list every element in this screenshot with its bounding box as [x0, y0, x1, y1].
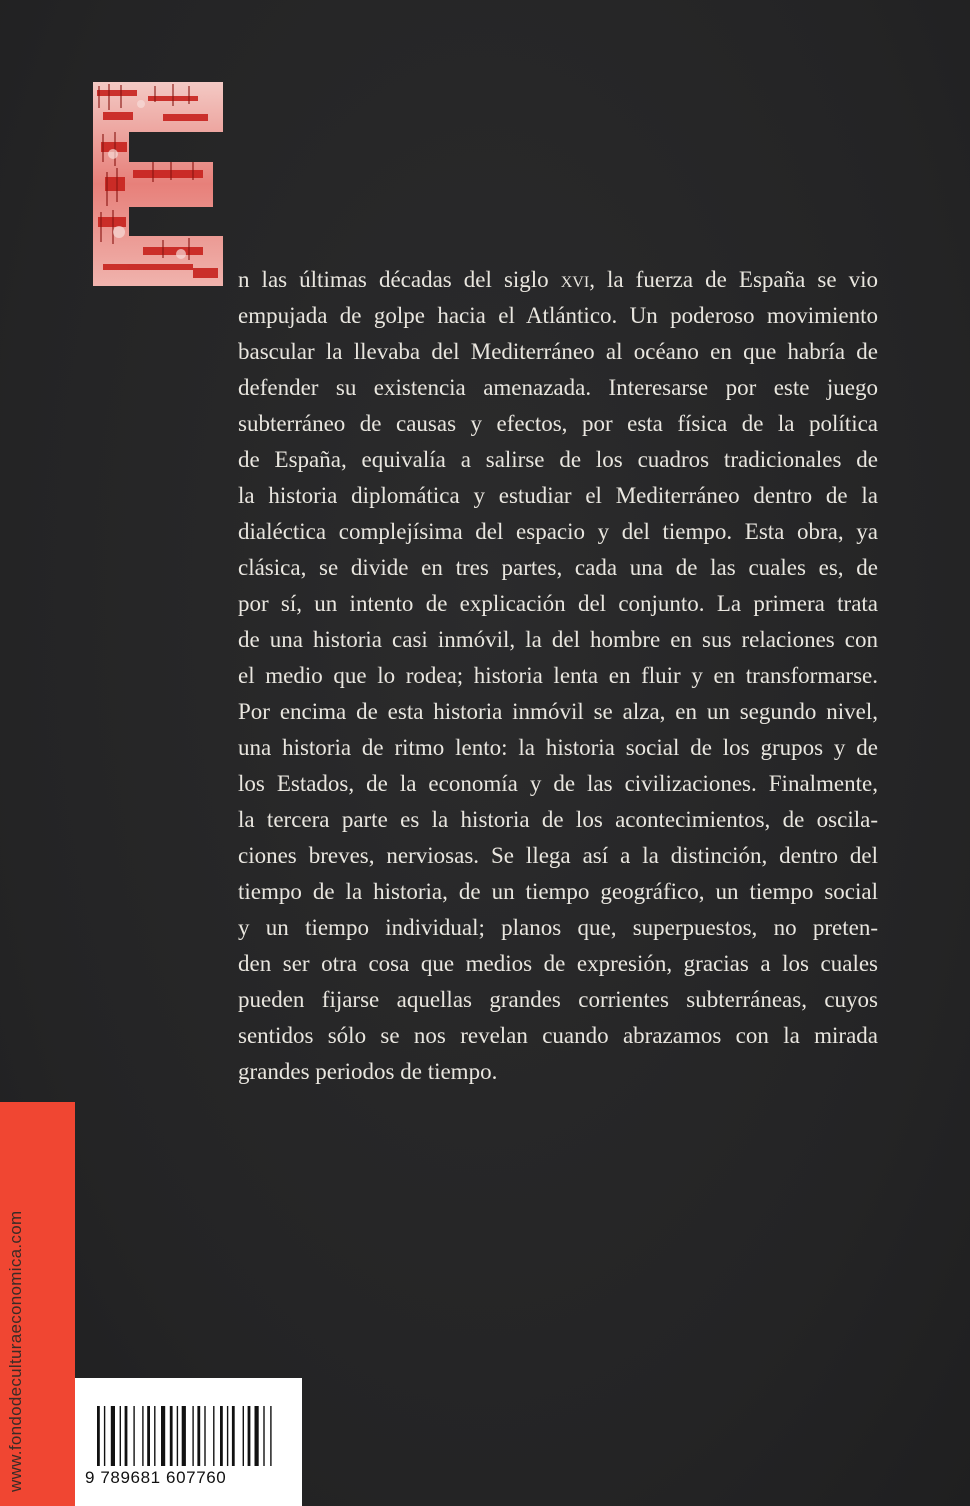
text-line: subterráneo de causas y efectos, por esta física de la política	[238, 411, 878, 436]
drop-cap-e-illustration	[93, 82, 223, 286]
text-line: ciones breves, nerviosas. Se llega así a la distinción, dentro del	[238, 843, 878, 868]
text-line: de España, equivalía a salirse de los cuadros tradicionales de	[238, 447, 878, 472]
text-line: empujada de golpe hacia el Atlántico. Un poderoso movimiento	[238, 303, 878, 328]
barcode-bar	[197, 1406, 200, 1466]
barcode-bar	[255, 1406, 259, 1466]
isbn-number: 9 789681 607760	[85, 1468, 227, 1487]
text-line: la historia diplomática y estudiar el Mediterráneo dentro de la	[238, 483, 878, 508]
text-line: una historia de ritmo lento: la historia social de los grupos y de	[238, 735, 878, 760]
text-line: bascular la llevaba del Mediterráneo al océano en que habría de	[238, 339, 878, 364]
text-line: Por encima de esta historia inmóvil se alza, en un segundo nivel,	[238, 699, 878, 724]
text-line: sentidos sólo se nos revelan cuando abrazamos con la mirada	[238, 1023, 878, 1048]
barcode-bar	[147, 1406, 150, 1466]
text-line: den ser otra cosa que medios de expresión, gracias a los cuales	[238, 951, 878, 976]
text-line: el medio que lo rodea; historia lenta en fluir y en transformarse.	[238, 663, 878, 688]
barcode-bar	[248, 1406, 251, 1466]
barcode-bar	[227, 1406, 228, 1466]
barcode-bar	[120, 1406, 121, 1466]
text-line: por sí, un intento de explicación del conjunto. La primera trata	[238, 591, 878, 616]
century-small-caps: xvi	[560, 267, 590, 292]
text-line: los Estados, de la economía y de las civilizaciones. Finalmente,	[238, 771, 878, 796]
barcode-bar	[142, 1406, 143, 1466]
barcode-bar	[263, 1406, 264, 1466]
synopsis-text	[238, 262, 878, 1090]
barcode-bar	[104, 1406, 105, 1466]
barcode-bar	[177, 1406, 178, 1466]
barcode-bar	[133, 1406, 134, 1466]
barcode-bar	[161, 1406, 165, 1466]
barcode-bar	[154, 1406, 155, 1466]
barcode-bar	[213, 1406, 214, 1466]
barcode-bar	[97, 1406, 100, 1466]
barcode-bar	[111, 1406, 115, 1466]
text-line: defender su existencia amenazada. Interesarse por este juego	[238, 375, 878, 400]
barcode-bar	[232, 1406, 235, 1466]
barcode-bar	[170, 1406, 173, 1466]
barcode-bar	[220, 1406, 223, 1466]
barcode-bar	[182, 1406, 186, 1466]
text-line: pueden fijarse aquellas grandes corrientes subterráneas, cuyos	[238, 987, 878, 1012]
barcode-bar	[204, 1406, 205, 1466]
publisher-red-band	[0, 1102, 75, 1506]
publisher-url[interactable]: www.fondodeculturaeconomica.com	[6, 1210, 25, 1492]
barcode-bar	[270, 1406, 271, 1466]
text-line: n las últimas décadas del siglo xvi, la fuerza de España se vio	[238, 267, 879, 292]
isbn-barcode	[75, 1378, 302, 1506]
text-line: la tercera parte es la historia de los acontecimientos, de oscila-	[238, 807, 878, 832]
text-line: clásica, se divide en tres partes, cada una de las cuales es, de	[238, 555, 878, 580]
text-line: de una historia casi inmóvil, la del hombre en sus relaciones con	[238, 627, 878, 652]
text-line: dialéctica complejísima del espacio y del tiempo. Esta obra, ya	[238, 519, 878, 544]
barcode-bars	[95, 1406, 285, 1466]
text-line: tiempo de la historia, de un tiempo geográfico, un tiempo social	[238, 879, 878, 904]
text-line: grandes periodos de tiempo.	[238, 1059, 498, 1084]
barcode-bar	[243, 1406, 244, 1466]
barcode-bar	[192, 1406, 193, 1466]
barcode-bar	[125, 1406, 128, 1466]
text-line: y un tiempo individual; planos que, superpuestos, no preten-	[238, 915, 878, 940]
